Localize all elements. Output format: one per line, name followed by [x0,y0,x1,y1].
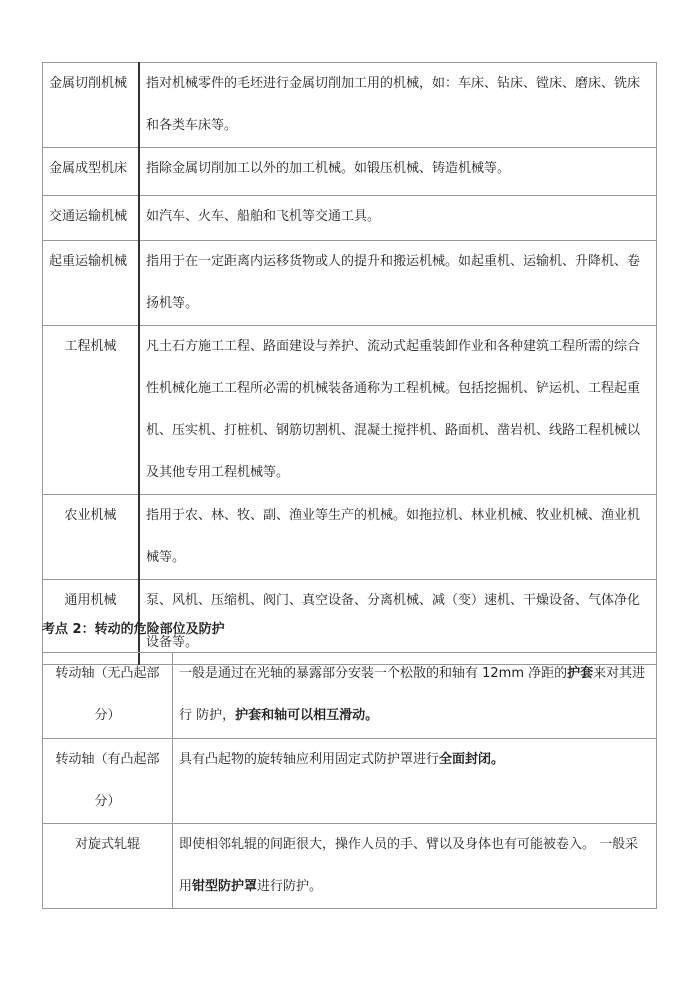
desc-text: 进行防护。 [257,879,323,894]
table-row [43,326,657,495]
desc-cell: 指对机械零件的毛坯进行金属切削加工用的机械，如：车床、钻床、镗床、磨床、铣床和各类车床等。 [139,63,657,148]
table-row [43,148,657,196]
term-cell: 转动轴（有凸起部分） [43,739,173,824]
desc-cell [173,739,657,824]
term-cell: 金属切削机械 [43,63,140,148]
machinery-types-table [42,62,657,665]
desc-text: 一般是通过在光轴的暴露部分安装一个松散的和轴有 12mm 净距的 [179,666,568,681]
desc-bold: 钳型防护罩 [192,879,258,894]
table-row [43,653,657,739]
table-row [43,495,657,580]
desc-cell: 指用于在一定距离内运移货物或人的提升和搬运机械。如起重机、运输机、升降机、卷扬机等。 [139,241,657,326]
table-row [43,196,657,241]
term-cell: 农业机械 [43,495,140,580]
desc-cell: 泵、风机、压缩机、阀门、真空设备、分离机械、减（变）速机、干燥设备、气体净化设备等。 [139,580,657,665]
desc-text: 即使相邻轧辊的间距很大，操作人员的手、臂以及身体也有可能被卷入。 一般采用 [179,837,639,894]
term-cell: 转动轴（无凸起部分） [43,653,173,739]
desc-cell: 如汽车、火车、船舶和飞机等交通工具。 [139,196,657,241]
term-cell: 金属成型机床 [43,148,140,196]
desc-text: 来对其进行 防护， [179,666,646,723]
term-cell: 交通运输机械 [43,196,140,241]
term-cell: 通用机械 [43,580,140,665]
desc-bold: 全面封闭。 [439,752,505,767]
desc-cell: 凡土石方施工工程、路面建设与养护、流动式起重装卸作业和各种建筑工程所需的综合性机械化施工工程所必需的机械装备通称为工程机械。包括挖掘机、铲运机、工程起重机、压实机、打桩机、钢筋切割机、混凝土搅拌机、路面机、凿岩机、线路工程机械以及其他专用工程机械等。 [139,326,657,495]
table-row [43,63,657,148]
term-cell: 起重运输机械 [43,241,140,326]
term-cell: 工程机械 [43,326,140,495]
rotation-hazard-table [42,652,657,909]
section-heading: 考点 2：转动的危险部位及防护 [42,622,225,637]
desc-cell [173,653,657,739]
term-cell: 对旋式轧辊 [43,824,173,909]
desc-cell: 指用于农、林、牧、副、渔业等生产的机械。如拖拉机、林业机械、牧业机械、渔业机械等。 [139,495,657,580]
desc-text: 具有凸起物的旋转轴应利用固定式防护罩进行 [179,752,440,767]
table-row [43,241,657,326]
desc-cell: 指除金属切削加工以外的加工机械。如锻压机械、铸造机械等。 [139,148,657,196]
desc-bold: 护套和轴可以相互滑动。 [235,708,379,723]
table-row [43,824,657,909]
table-row [43,739,657,824]
desc-cell [173,824,657,909]
desc-bold: 护套 [567,666,594,681]
